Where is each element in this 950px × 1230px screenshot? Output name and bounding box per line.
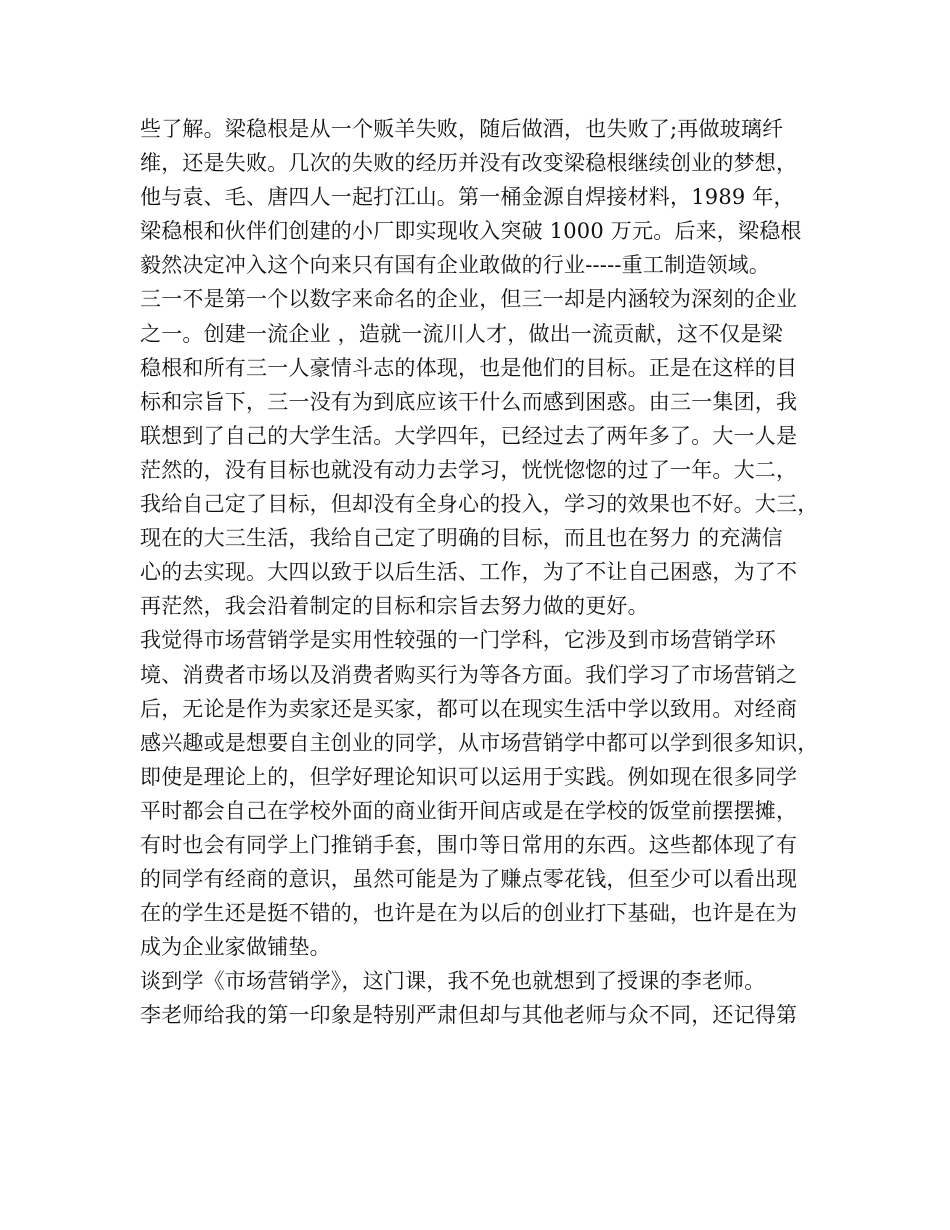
text-line-20: 即使是理论上的，但学好理论知识可以运用于实践。例如现在很多同学 <box>140 764 798 789</box>
text-line-9: 标和宗旨下，三一没有为到底应该干什么而感到困惑。由三一集团，我 <box>140 389 798 414</box>
text-line-13: 现在的大三生活，我给自己定了明确的目标，而且也在努力 的充满信 <box>140 526 783 551</box>
text-line-23: 的同学有经商的意识，虽然可能是为了赚点零花钱，但至少可以看出现 <box>140 867 798 892</box>
text-line-24: 在的学生还是挺不错的，也许是在为以后的创业打下基础，也许是在为 <box>140 901 798 926</box>
text-line-18: 后，无论是作为卖家还是买家，都可以在现实生活中学以致用。对经商 <box>140 696 798 721</box>
text-line-8: 稳根和所有三一人豪情斗志的体现，也是他们的目标。正是在这样的目 <box>140 355 798 380</box>
text-line-27: 李老师给我的第一印象是特别严肃但却与其他老师与众不同，还记得第 <box>140 1003 798 1028</box>
text-line-14: 心的去实现。大四以致于以后生活、工作，为了不让自己困惑，为了不 <box>140 560 798 585</box>
text-line-7: 之一。创建一流企业 ，造就一流川人才，做出一流贡献，这不仅是梁 <box>140 321 783 346</box>
document-body-text <box>140 112 830 1033</box>
text-line-3: 他与袁、毛、唐四人一起打江山。第一桶金源自焊接材料，1989 年， <box>140 185 795 210</box>
text-line-6: 三一不是第一个以数字来命名的企业，但三一却是内涵较为深刻的企业 <box>140 287 798 312</box>
text-line-25: 成为企业家做铺垫。 <box>140 935 331 960</box>
text-line-12: 我给自己定了目标，但却没有全身心的投入，学习的效果也不好。大三， <box>140 492 819 517</box>
text-line-17: 境、消费者市场以及消费者购买行为等各方面。我们学习了市场营销之 <box>140 662 798 687</box>
text-line-15: 再茫然，我会沿着制定的目标和宗旨去努力做的更好。 <box>140 594 649 619</box>
text-line-1: 些了解。梁稳根是从一个贩羊失败，随后做酒，也失败了;再做玻璃纤 <box>140 117 784 141</box>
text-line-10: 联想到了自己的大学生活。大学四年，已经过去了两年多了。大一人是 <box>140 423 798 448</box>
text-line-19: 感兴趣或是想要自主创业的同学，从市场营销学中都可以学到很多知识， <box>140 730 819 755</box>
text-line-16: 我觉得市场营销学是实用性较强的一门学科，它涉及到市场营销学环 <box>140 628 776 653</box>
text-line-2: 维，还是失败。几次的失败的经历并没有改变梁稳根继续创业的梦想， <box>140 151 798 176</box>
text-line-11: 茫然的，没有目标也就没有动力去学习，恍恍惚惚的过了一年。大二， <box>140 457 798 482</box>
text-line-4: 梁稳根和伙伴们创建的小厂即实现收入突破 1000 万元。后来，梁稳根 <box>140 219 802 244</box>
text-line-5: 毅然决定冲入这个向来只有国有企业敢做的行业-----重工制造领域。 <box>140 253 771 278</box>
text-line-21: 平时都会自己在学校外面的商业街开间店或是在学校的饭堂前摆摆摊， <box>140 798 798 823</box>
text-line-22: 有时也会有同学上门推销手套，围巾等日常用的东西。这些都体现了有 <box>140 832 798 857</box>
text-line-26: 谈到学《市场营销学》，这门课，我不免也就想到了授课的李老师。 <box>140 969 766 994</box>
